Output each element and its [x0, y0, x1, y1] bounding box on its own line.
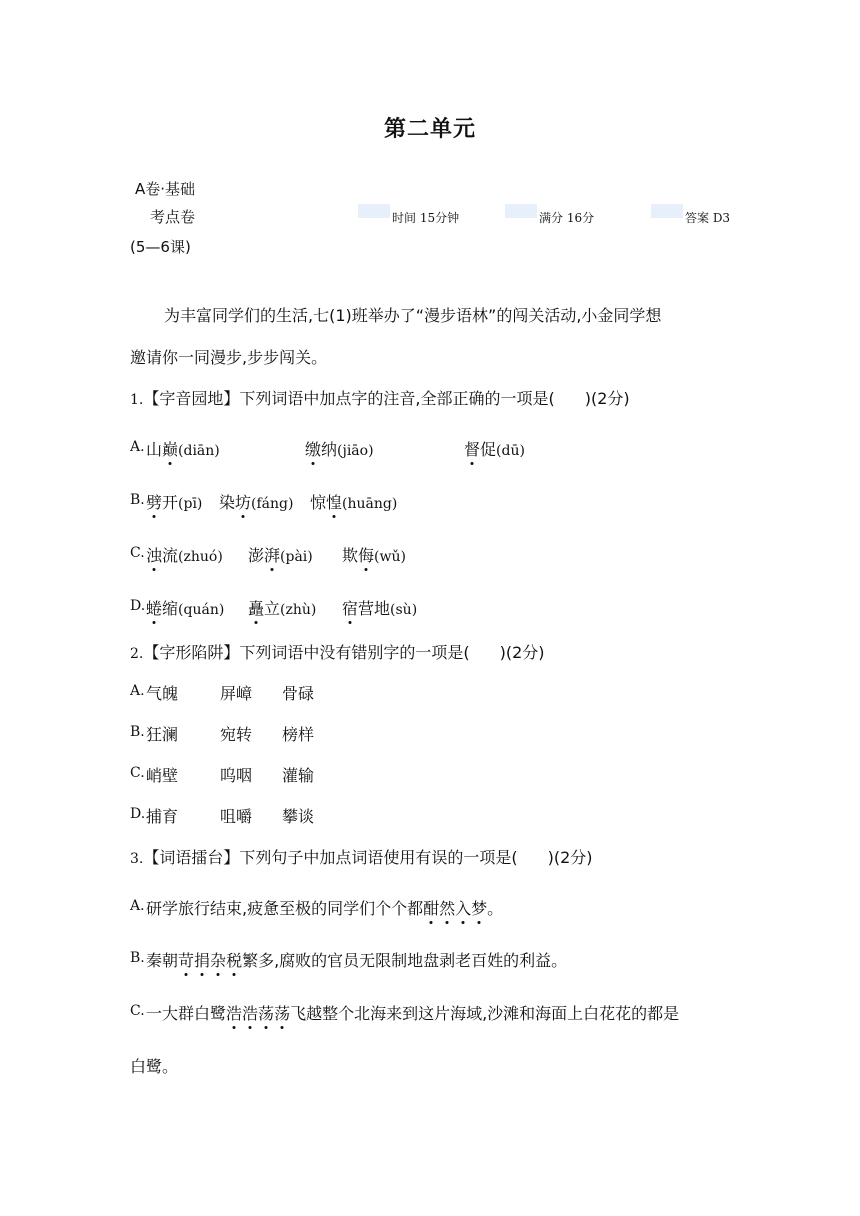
word-text: 促 — [480, 440, 497, 459]
pinyin: (jiāo) — [337, 443, 374, 459]
pinyin-item — [342, 543, 406, 566]
dotted-char: 督 — [464, 437, 480, 460]
option-letter: A. — [130, 683, 145, 699]
question-2-stem: 2.【字形陷阱】下列词语中没有错别字的一项是( )(2分) — [130, 643, 545, 662]
option-letter: B. — [130, 492, 145, 508]
dotted-char: 侮 — [358, 543, 374, 566]
dotted-char: 荡 — [274, 1001, 290, 1024]
pinyin-item — [248, 543, 313, 566]
dotted-char: 坊 — [235, 490, 251, 513]
pinyin-item — [464, 437, 525, 460]
option-letter: C. — [130, 1003, 145, 1019]
sentence-continuation: 白鹭。 — [130, 1057, 179, 1076]
dotted-char: 税 — [226, 948, 242, 971]
pinyin-item — [146, 437, 220, 460]
word-text: 流 — [162, 546, 179, 565]
pinyin: (zhuó) — [178, 549, 223, 565]
intro-line-1: 为丰富同学们的生活,七(1)班举办了“漫步语林”的闯关活动,小金同学想 — [164, 306, 662, 325]
time-label: 时间 15分钟 — [392, 211, 460, 225]
dotted-char: 浊 — [146, 543, 162, 566]
time-box — [358, 204, 390, 218]
intro-line-2: 邀请你一同漫步,步步闯关。 — [130, 348, 328, 367]
dotted-char: 荡 — [258, 1001, 274, 1024]
word-option: 捕育 — [146, 807, 179, 826]
dotted-char: 浩 — [226, 1001, 242, 1024]
paper-name: 考点卷 — [150, 208, 196, 226]
word-text: 惊 — [310, 493, 327, 512]
option-letter: D. — [130, 598, 146, 614]
option-letter: C. — [130, 545, 145, 561]
option-letter: A. — [130, 439, 145, 455]
question-1-stem: 1.【字音园地】下列词语中加点字的注音,全部正确的一项是( )(2分) — [130, 389, 630, 408]
dotted-char: 浩 — [242, 1001, 258, 1024]
option-letter: D. — [130, 806, 146, 822]
question-3-stem: 3.【词语擂台】下列句子中加点词语使用有误的一项是( )(2分) — [130, 848, 593, 867]
dotted-char: 巅 — [162, 437, 178, 460]
word-option: 狂澜 — [146, 725, 179, 744]
sentence-option — [146, 896, 503, 919]
answer-label: 答案 D3 — [685, 211, 731, 225]
pinyin-item — [146, 490, 202, 513]
sentence-text: 一大群白鹭 — [146, 1004, 227, 1023]
dotted-char: 苛 — [178, 948, 194, 971]
word-option: 榜样 — [282, 725, 315, 744]
pinyin: (dū) — [496, 443, 525, 459]
sentence-option — [146, 948, 567, 971]
word-option: 宛转 — [220, 725, 253, 744]
dotted-char: 入 — [455, 896, 471, 919]
page-title: 第二单元 — [383, 117, 476, 142]
word-option: 屏嶂 — [220, 684, 253, 703]
word-text: 染 — [219, 493, 236, 512]
dotted-char: 酣 — [423, 896, 439, 919]
word-option: 骨碌 — [282, 684, 315, 703]
pinyin: (pài) — [280, 549, 313, 565]
option-letter: B. — [130, 950, 145, 966]
pinyin-item — [146, 596, 224, 619]
dotted-char: 湃 — [264, 543, 280, 566]
answer-box — [651, 204, 683, 218]
pinyin-item — [310, 490, 397, 513]
dotted-char: 杂 — [210, 948, 226, 971]
volume-label: A卷·基础 — [135, 180, 196, 198]
sentence-text: 繁多,腐败的官员无限制地盘剥老百姓的利益。 — [242, 951, 568, 970]
pinyin-item — [305, 437, 374, 460]
dotted-char: 矗 — [248, 596, 264, 619]
option-letter: B. — [130, 724, 145, 740]
score-box — [505, 204, 537, 218]
lessons-range: (5—6课) — [130, 238, 191, 256]
word-text: 山 — [146, 440, 163, 459]
dotted-phrase — [423, 899, 487, 918]
pinyin: (sù) — [390, 602, 418, 618]
pinyin-item — [146, 543, 223, 566]
word-option: 灌输 — [282, 766, 315, 785]
sentence-text: 研学旅行结束,疲惫至极的同学们个个都 — [146, 899, 424, 918]
word-text: 立 — [264, 599, 281, 618]
word-option: 攀谈 — [282, 807, 315, 826]
pinyin: (quán) — [178, 602, 225, 618]
pinyin: (huāng) — [342, 496, 398, 512]
dotted-phrase — [226, 1004, 290, 1023]
sentence-option — [146, 1001, 679, 1024]
option-letter: C. — [130, 765, 145, 781]
pinyin: (wǔ) — [374, 549, 406, 565]
dotted-char: 惶 — [326, 490, 342, 513]
dotted-char: 然 — [439, 896, 455, 919]
pinyin-item — [248, 596, 316, 619]
dotted-char: 宿 — [342, 596, 358, 619]
pinyin-item — [342, 596, 417, 619]
dotted-char: 蜷 — [146, 596, 162, 619]
word-text: 缩 — [162, 599, 179, 618]
word-option: 呜咽 — [220, 766, 253, 785]
pinyin: (diān) — [178, 443, 220, 459]
dotted-phrase — [178, 951, 242, 970]
word-text: 开 — [162, 493, 179, 512]
word-text: 澎 — [248, 546, 265, 565]
dotted-char: 捐 — [194, 948, 210, 971]
word-option: 气魄 — [146, 684, 179, 703]
option-letter: A. — [130, 898, 145, 914]
word-text: 纳 — [321, 440, 338, 459]
sentence-text: 。 — [487, 899, 504, 918]
score-label: 满分 16分 — [539, 211, 595, 225]
word-text: 欺 — [342, 546, 359, 565]
pinyin-item — [219, 490, 293, 513]
pinyin: (zhù) — [280, 602, 317, 618]
pinyin: (pī) — [178, 496, 203, 512]
dotted-char: 缴 — [305, 437, 321, 460]
word-option: 咀嚼 — [220, 807, 253, 826]
word-text: 营地 — [358, 599, 391, 618]
dotted-char: 劈 — [146, 490, 162, 513]
sentence-text: 飞越整个北海来到这片海域,沙滩和海面上白花花的都是 — [290, 1004, 680, 1023]
sentence-text: 秦朝 — [146, 951, 179, 970]
word-option: 峭壁 — [146, 766, 179, 785]
dotted-char: 梦 — [471, 896, 487, 919]
pinyin: (fáng) — [251, 496, 294, 512]
